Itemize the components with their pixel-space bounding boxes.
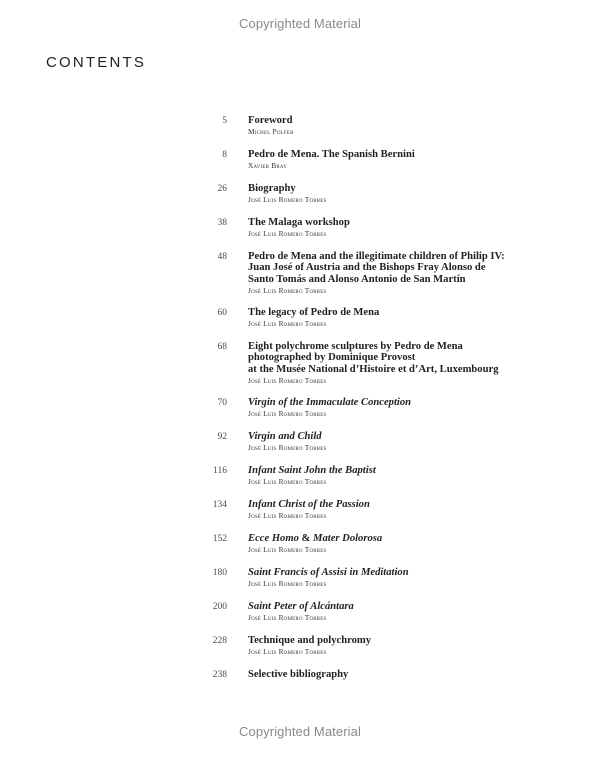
page-number: 48 [217, 252, 227, 262]
entry-title: Eight polychrome sculptures by Pedro de Mena photographed by Dominique Provost at the Musée National d’Histoire et d’Art, Luxembourg [248, 341, 499, 375]
page-number: 238 [212, 670, 227, 680]
entry-author: José Luis Romero Torres [248, 579, 327, 589]
entry-title: Technique and polychromy [248, 635, 372, 646]
entry-author: José Luis Romero Torres [248, 477, 327, 487]
entry-title: Saint Francis of Assisi in Meditation [248, 567, 409, 578]
entry-title-ampersand: & [298, 533, 314, 544]
entry-title: Saint Peter of Alcántara [248, 601, 354, 612]
page-number: 116 [213, 466, 227, 476]
entry-author: José Luis Romero Torres [248, 319, 327, 329]
page-number: 38 [217, 218, 227, 228]
entry-author: José Luis Romero Torres [248, 545, 327, 555]
entry-author: José Luis Romero Torres [248, 613, 327, 623]
page-number: 92 [217, 432, 227, 442]
watermark-bottom: Copyrighted Material [239, 724, 361, 739]
entry-title: Biography [248, 183, 296, 194]
page-number: 60 [217, 308, 227, 318]
entry-title: Foreword [248, 115, 293, 126]
entry-title: Virgin and Child [248, 431, 322, 442]
page-number: 200 [212, 602, 227, 612]
page-number: 8 [222, 150, 227, 160]
entry-title [248, 533, 548, 544]
entry-title: The legacy of Pedro de Mena [248, 307, 380, 318]
entry-title-part: Ecce Homo [248, 533, 299, 544]
entry-title: Selective bibliography [248, 669, 349, 680]
entry-author: Xavier Bray [248, 161, 288, 171]
entry-title: Virgin of the Immaculate Conception [248, 397, 412, 408]
entry-author: José Luis Romero Torres [248, 195, 327, 205]
entry-author: José Luis Romero Torres [248, 409, 327, 419]
page-number: 5 [222, 116, 227, 126]
entry-author: José Luis Romero Torres [248, 285, 327, 295]
page-number: 70 [217, 398, 227, 408]
entry-author: José Luis Romero Torres [248, 375, 327, 385]
entry-title: Infant Christ of the Passion [248, 499, 370, 510]
entry-author: José Luis Romero Torres [248, 647, 327, 657]
entry-title-part: Mater Dolorosa [313, 533, 383, 544]
entry-title: Infant Saint John the Baptist [248, 465, 376, 476]
entry-author: José Luis Romero Torres [248, 443, 327, 453]
watermark-top: Copyrighted Material [239, 16, 361, 31]
page-title: CONTENTS [46, 54, 147, 71]
page-number: 26 [217, 184, 227, 194]
page-number: 228 [212, 636, 227, 646]
entry-title: The Malaga workshop [248, 217, 350, 228]
entry-author: José Luis Romero Torres [248, 511, 327, 521]
page-number: 152 [212, 534, 227, 544]
entry-author: Michel Polfer [248, 127, 294, 137]
entry-title: Pedro de Mena and the illegitimate children of Philip IV: Juan José of Austria and the Bishops Fray Alonso de Santo Tomás and Alonso Antonio de San Martín [248, 251, 505, 285]
page-number: 180 [212, 568, 227, 578]
page-number: 68 [217, 342, 227, 352]
entry-author: José Luis Romero Torres [248, 229, 327, 239]
page-number: 134 [212, 500, 227, 510]
entry-title: Pedro de Mena. The Spanish Bernini [248, 149, 415, 160]
